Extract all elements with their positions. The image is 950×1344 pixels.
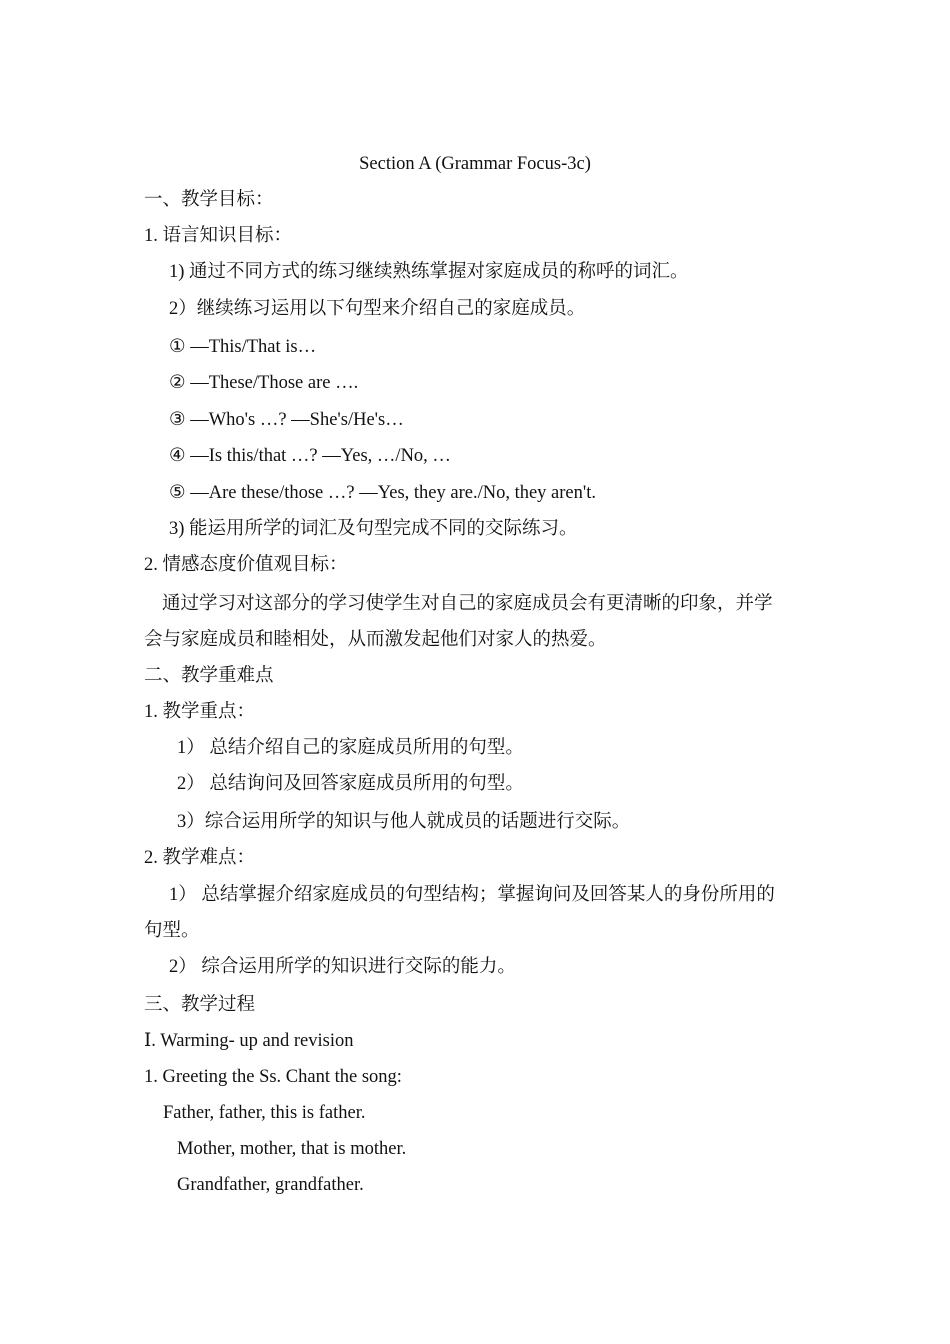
focus-item-1: 1） 总结介绍自己的家庭成员所用的句型。 [177,738,524,758]
objective-item-2: 2）继续练习运用以下句型来介绍自己的家庭成员。 [169,299,586,319]
chant-line-1: Father, father, this is father. [163,1103,366,1123]
chant-line-2: Mother, mother, that is mother. [177,1139,407,1159]
objective-item-3: 3) 能运用所学的词汇及句型完成不同的交际练习。 [169,519,578,539]
difficulty-item-1: 1） 总结掌握介绍家庭成员的句型结构；掌握询问及回答某人的身份所用的 [169,885,775,905]
subheading-difficulties: 2. 教学难点： [144,848,256,868]
paragraph-line-2: 会与家庭成员和睦相处，从而激发起他们对家人的热爱。 [144,630,607,650]
sentence-pattern-4: ④ —Is this/that …? —Yes, …/No, … [169,446,451,466]
objective-item-1: 1) 通过不同方式的练习继续熟练掌握对家庭成员的称呼的词汇。 [169,262,689,282]
difficulty-item-1-cont: 句型。 [144,921,200,941]
focus-item-2: 2） 总结询问及回答家庭成员所用的句型。 [177,774,524,794]
paragraph-line-1: 通过学习对这部分的学习使学生对自己的家庭成员会有更清晰的印象，并学 [162,594,773,614]
document-title: Section A (Grammar Focus-3c) [359,154,591,174]
heading-teaching-process: 三、教学过程 [144,995,256,1015]
heading-key-points: 二、教学重难点 [144,666,274,686]
sentence-pattern-3: ③ —Who's …? —She's/He's… [169,410,404,430]
step-warming-up: Ⅰ. Warming- up and revision [144,1031,354,1051]
sentence-pattern-5: ⑤ —Are these/those …? —Yes, they are./No, they aren't. [169,483,596,503]
difficulty-item-2: 2） 综合运用所学的知识进行交际的能力。 [169,957,516,977]
heading-teaching-objectives: 一、教学目标： [144,190,274,210]
subheading-affective-goals: 2. 情感态度价值观目标： [144,555,348,575]
chant-line-3: Grandfather, grandfather. [177,1175,364,1195]
focus-item-3: 3）综合运用所学的知识与他人就成员的话题进行交际。 [177,812,631,832]
sentence-pattern-2: ② —These/Those are …. [169,373,359,393]
step-greeting: 1. Greeting the Ss. Chant the song: [144,1067,402,1087]
subheading-focus: 1. 教学重点： [144,702,256,722]
sentence-pattern-1: ① —This/That is… [169,337,317,357]
subheading-language-knowledge: 1. 语言知识目标： [144,226,293,246]
